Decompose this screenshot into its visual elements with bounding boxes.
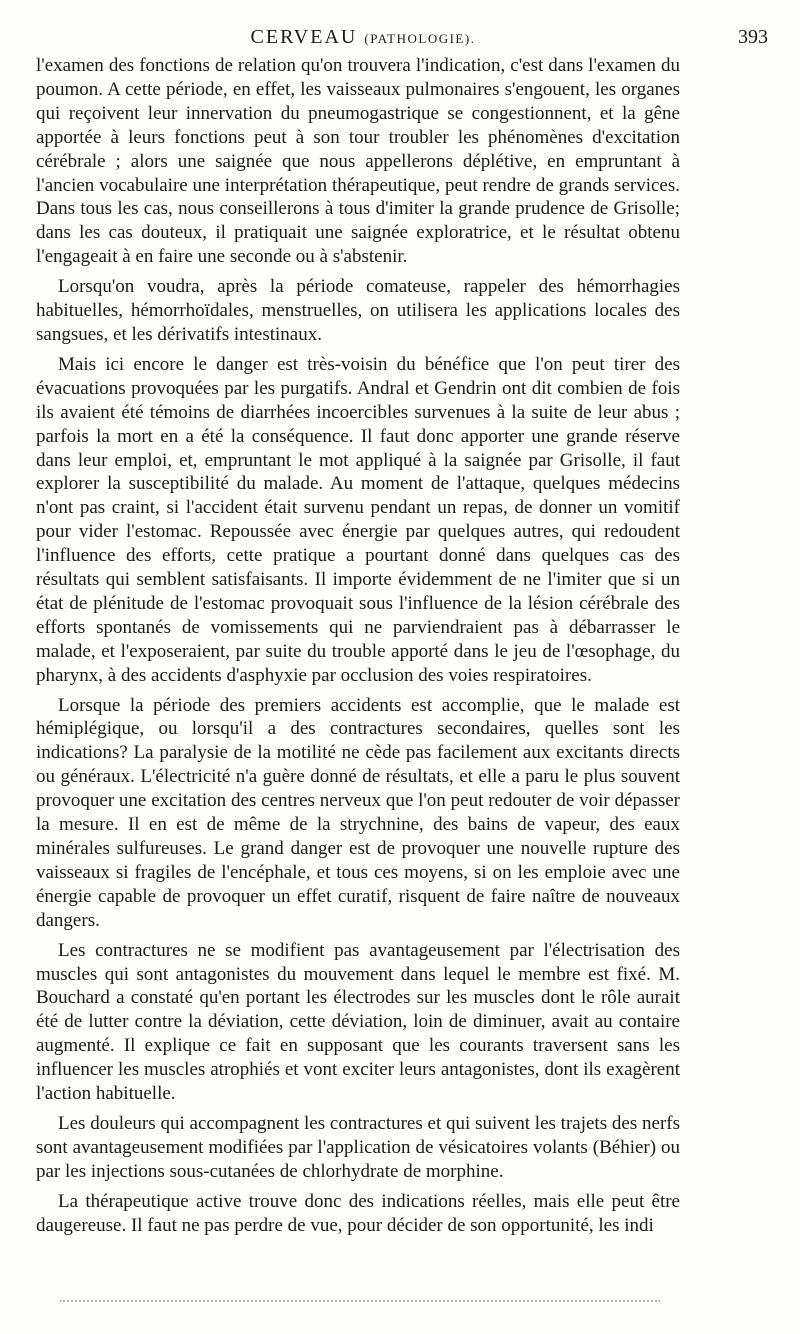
running-title bbox=[36, 26, 690, 49]
page-number: 393 bbox=[738, 26, 768, 48]
header-subtitle: (PATHOLOGIE). bbox=[364, 31, 476, 46]
bleed-through-line bbox=[60, 1300, 660, 1302]
header-title: CERVEAU bbox=[250, 26, 358, 48]
paragraph: La thérapeutique active trouve donc des indications réelles, mais elle peut être daugereuse. Il faut ne pas perdre de vue, pour décider de son opportunité, les indi bbox=[36, 1190, 680, 1236]
paragraph: Mais ici encore le danger est très-voisin du bénéfice que l'on peut tirer des évacuations provoquées par les purgatifs. Andral et Gendrin ont dit combien de fois ils avaient été témoins de diarrhées incoercibles survenues à la suite de leur abus ; parfois la mort en a été la conséquence. Il faut donc apporter une grande réserve dans leur emploi, et, empruntant le mot appliqué à la saignée par Grisolle, il faut explorer la susceptibilité du malade. Au moment de l'attaque, quelques médecins n'ont pas craint, si l'accident était survenu pendant un repas, de donner un vomitif pour vider l'estomac. Repoussée avec énergie par quelques autres, qui redoudent l'influence des efforts, cette pratique a pourtant donné dans quelques cas des résultats qui semblent satisfaisants. Il importe évidemment de ne l'imiter que si un état de plénitude de l'estomac provoquait sous l'influence de la lésion cérébrale des efforts spontanés de vomissements qui ne parviendraient pas à débarrasser le malade, et l'exposeraient, par suite du trouble apporté dans le jeu de l'œsophage, du pharynx, à des accidents d'asphyxie par occlusion des voies respiratoires. bbox=[36, 353, 680, 686]
paragraph: Les douleurs qui accompagnent les contractures et qui suivent les trajets des nerfs sont avantageusement modifiées par l'application de vésicatoires volants (Béhier) ou par les injections sous-cutanées de chlorhydrate de morphine. bbox=[36, 1112, 680, 1182]
running-header bbox=[36, 26, 768, 52]
paragraph: Les contractures ne se modifient pas avantageusement par l'électrisation des muscles qui sont antagonistes du mouvement dans lequel le membre est fixé. M. Bouchard a constaté qu'en portant les électrodes sur les muscles dont le rôle aurait été de lutter contre la déviation, cette déviation, loin de diminuer, avait au contaire augmenté. Il explique ce fait en supposant que les courants traversent sans les influencer les muscles atrophiés et vont exciter leurs antagonistes, dont ils exagèrent l'action habituelle. bbox=[36, 939, 680, 1105]
paragraph: Lorsque la période des premiers accidents est accomplie, que le malade est hémiplégique, ou lorsqu'il a des contractures secondaires, quelles sont les indications? La paralysie de la motilité ne cède pas facilement aux excitants directs ou généraux. L'électricité n'a guère donné de résultats, et elle a paru le plus souvent provoquer une excitation des centres nerveux que l'on peut redouter de voir dépasser la mesure. Il en est de même de la strychnine, des bains de vapeur, des eaux minérales sulfureuses. Le grand danger est de provoquer une nouvelle rupture des vaisseaux si fragiles de l'encéphale, et tous ces moyens, si on les emploie avec une énergie capable de provoquer un effet curatif, risquent de faire naître de nouveaux dangers. bbox=[36, 694, 680, 931]
paragraph: l'examen des fonctions de relation qu'on trouvera l'indication, c'est dans l'examen du poumon. A cette période, en effet, les vaisseaux pulmonaires s'engouent, les organes qui reçoivent leur innervation du pneumogastrique se congestionnent, et la gêne apportée à leurs fonctions peut à son tour troubler les phénomènes d'excitation cérébrale ; alors une saignée que nous appellerons déplétive, en empruntant à l'ancien vocabulaire une interprétation thérapeutique, peut rendre de grands services. Dans tous les cas, nous conseillerons à tous d'imiter la grande prudence de Grisolle; dans les cas douteux, il pratiquait une saignée exploratrice, et le résultat obtenu l'engageait à en faire une seconde ou à s'abstenir. bbox=[36, 55, 680, 268]
paragraph: Lorsqu'on voudra, après la période comateuse, rappeler des hémorrhagies habituelles, hémorrhoïdales, menstruelles, on utilisera les applications locales des sangsues, et les dérivatifs intestinaux. bbox=[36, 276, 680, 345]
body-text bbox=[36, 54, 680, 1238]
